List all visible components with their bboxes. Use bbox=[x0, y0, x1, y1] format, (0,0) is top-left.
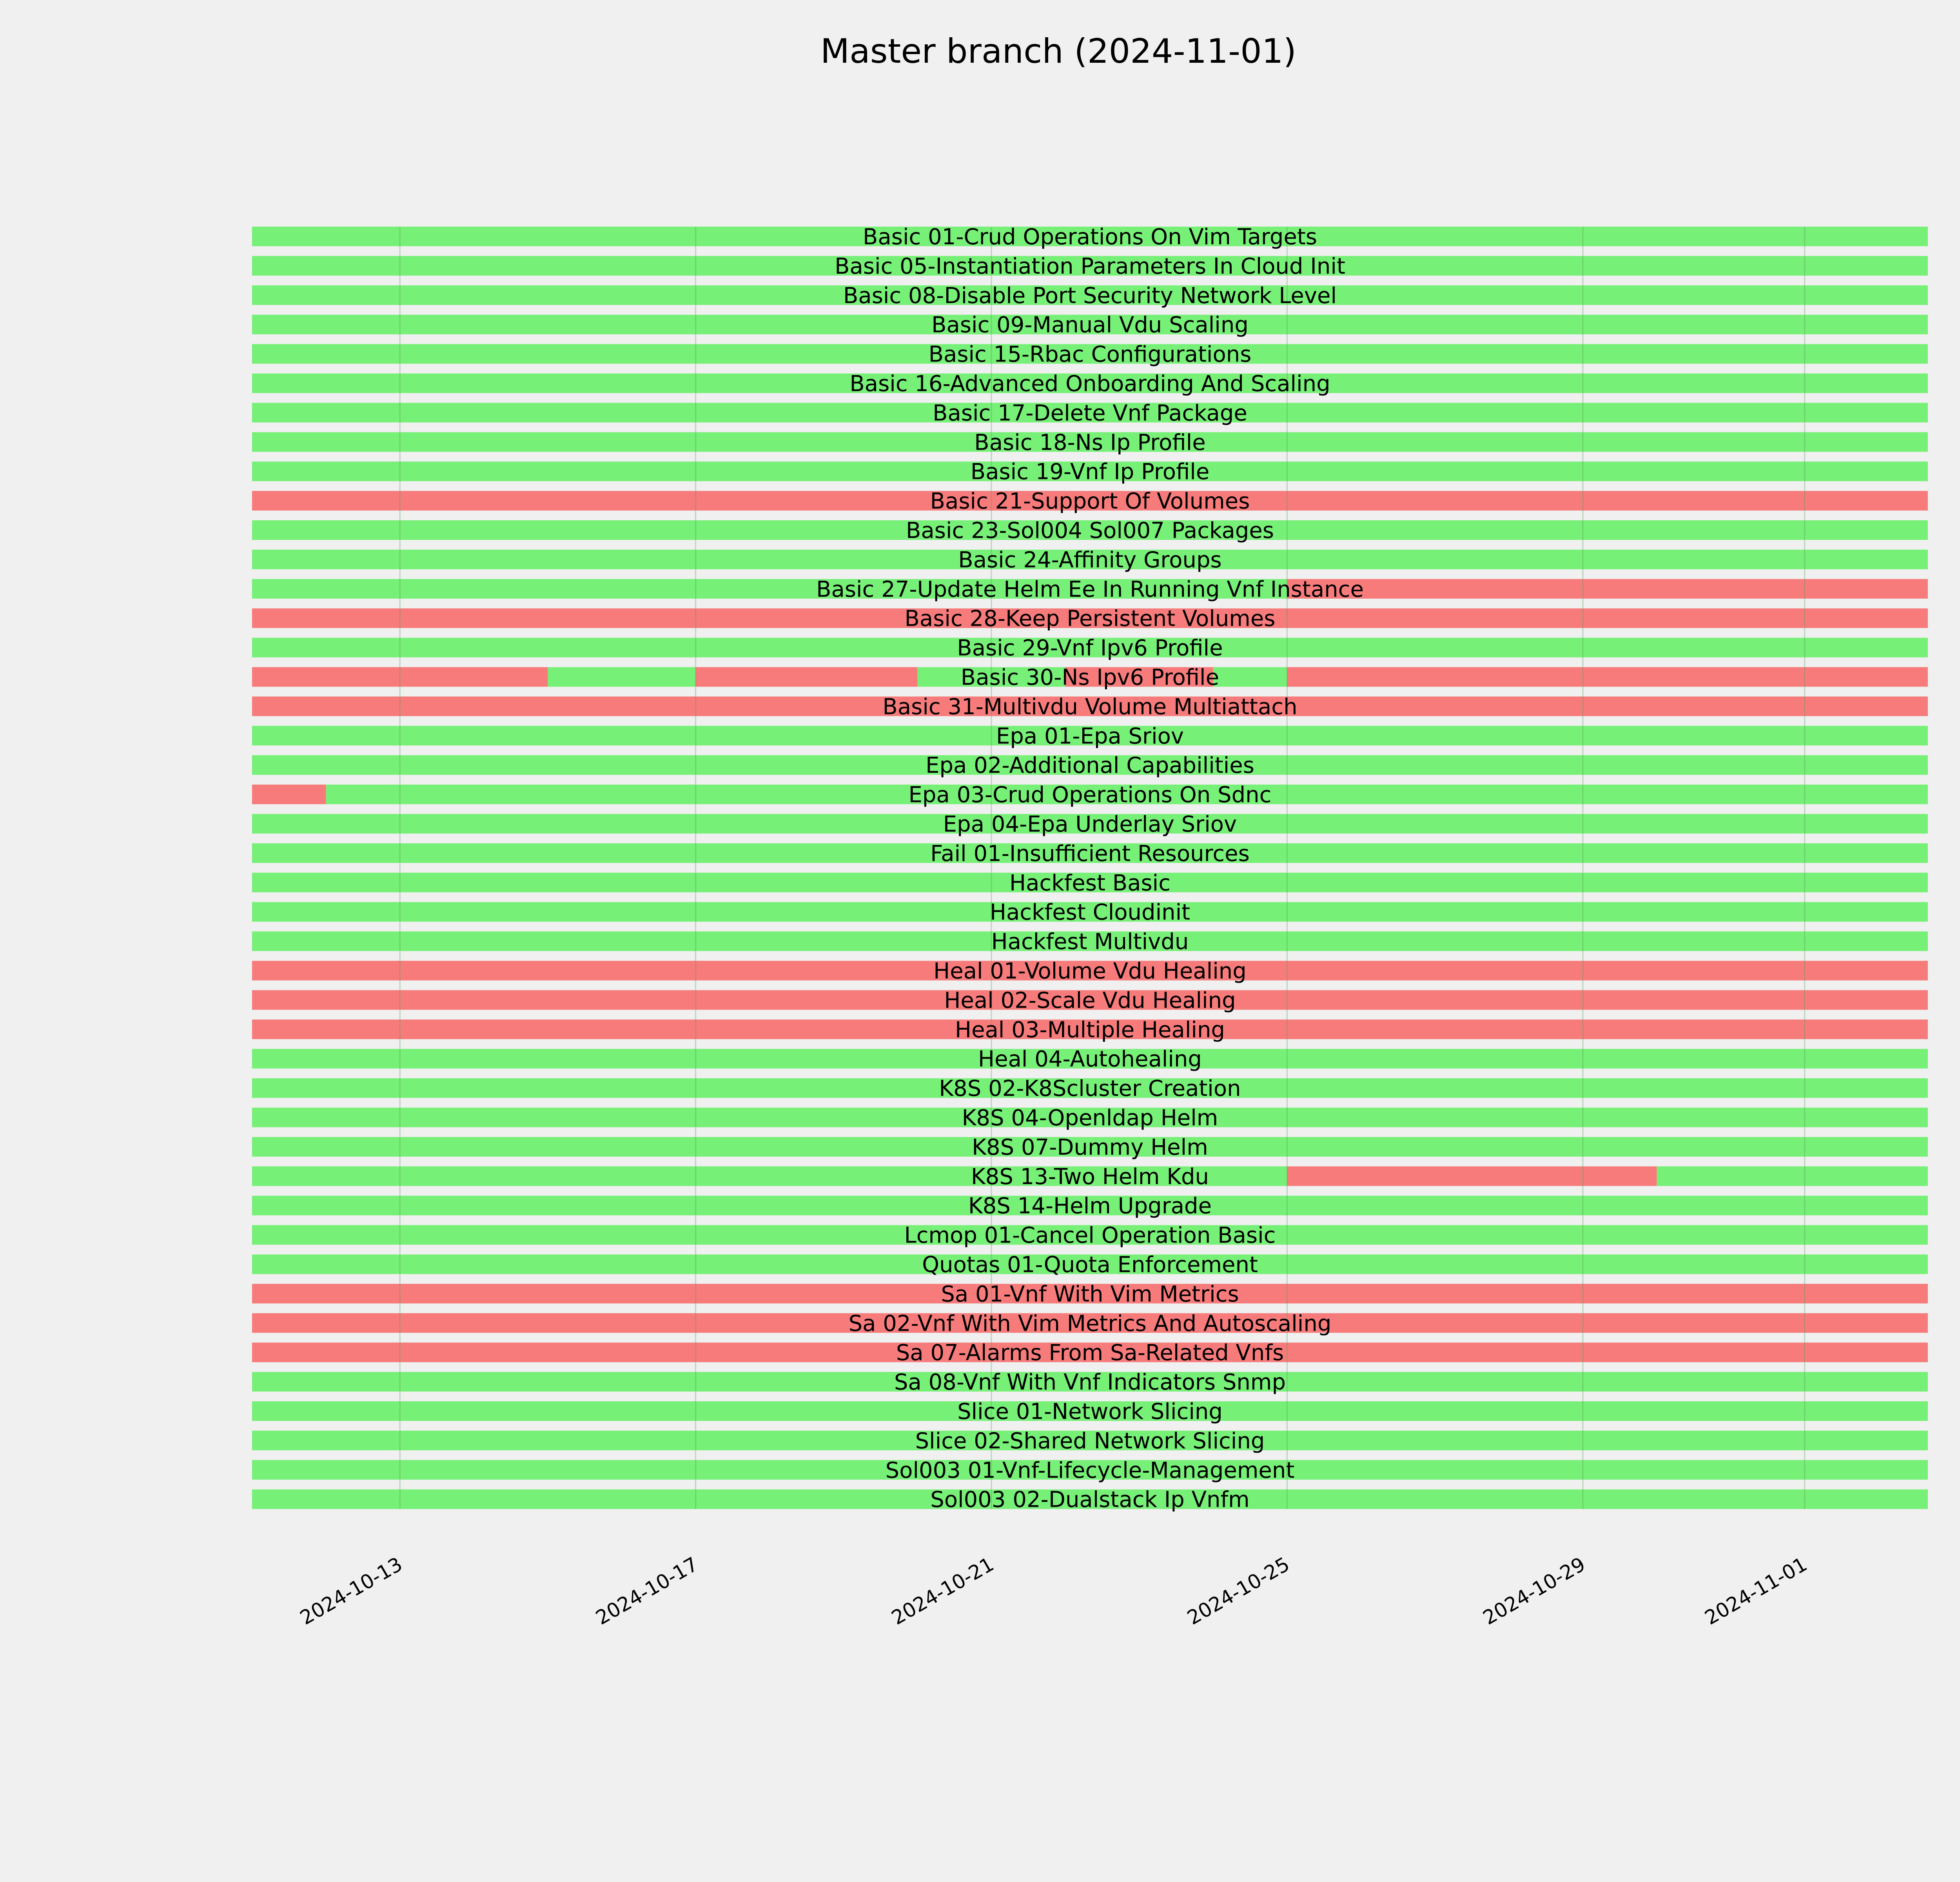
chart-title: Master branch (2024-11-01) bbox=[820, 32, 1297, 71]
x-tick-label: 2024-10-29 bbox=[1479, 1553, 1589, 1629]
row-label: Basic 31-Multivdu Volume Multiattach bbox=[882, 694, 1298, 720]
row-label: Epa 02-Additional Capabilities bbox=[926, 753, 1254, 779]
row-label: Basic 27-Update Helm Ee In Running Vnf Instance bbox=[816, 576, 1364, 602]
bar-segment-fail bbox=[696, 667, 918, 687]
row-label: Lcmop 01-Cancel Operation Basic bbox=[904, 1223, 1276, 1248]
bar-segment-pass bbox=[1213, 667, 1287, 687]
bar-segment-fail bbox=[1287, 579, 1928, 599]
row-label: Basic 23-Sol004 Sol007 Packages bbox=[906, 518, 1274, 543]
row-label: Epa 01-Epa Sriov bbox=[996, 723, 1184, 749]
x-tick-label: 2024-10-13 bbox=[296, 1553, 407, 1629]
row-label: Basic 21-Support Of Volumes bbox=[930, 489, 1250, 514]
row-label: K8S 07-Dummy Helm bbox=[972, 1134, 1208, 1160]
x-tick-label: 2024-10-17 bbox=[592, 1553, 702, 1629]
row-label: Slice 01-Network Slicing bbox=[957, 1399, 1223, 1424]
row-label: Basic 09-Manual Vdu Scaling bbox=[931, 312, 1249, 338]
row-label: K8S 14-Helm Upgrade bbox=[968, 1193, 1212, 1219]
x-tick-label: 2024-10-21 bbox=[887, 1553, 998, 1629]
row-label: K8S 02-K8Scluster Creation bbox=[939, 1076, 1241, 1102]
x-axis-ticks bbox=[296, 1553, 1811, 1629]
bar-segment-fail bbox=[1287, 1166, 1657, 1186]
row-label: Sol003 01-Vnf-Lifecycle-Management bbox=[885, 1457, 1295, 1483]
row-label: Slice 02-Shared Network Slicing bbox=[915, 1428, 1265, 1454]
row-label: Fail 01-Insufficient Resources bbox=[930, 841, 1250, 867]
row-label: Hackfest Multivdu bbox=[991, 929, 1189, 955]
row-label: Hackfest Cloudinit bbox=[989, 899, 1191, 925]
row-label: Basic 16-Advanced Onboarding And Scaling bbox=[849, 371, 1330, 397]
bar-segment-fail bbox=[252, 785, 326, 804]
x-tick-label: 2024-10-25 bbox=[1183, 1553, 1294, 1629]
row-label: Hackfest Basic bbox=[1009, 870, 1171, 896]
row-label: Basic 29-Vnf Ipv6 Profile bbox=[957, 635, 1223, 661]
row-label: Basic 15-Rbac Configurations bbox=[928, 342, 1252, 367]
row-label: Sol003 02-Dualstack Ip Vnfm bbox=[930, 1487, 1250, 1513]
row-label: Epa 03-Crud Operations On Sdnc bbox=[908, 782, 1272, 808]
row-label: Basic 24-Affinity Groups bbox=[958, 547, 1222, 573]
row-label: K8S 13-Two Helm Kdu bbox=[971, 1164, 1209, 1190]
row-label: Basic 18-Ns Ip Profile bbox=[974, 430, 1206, 456]
row-label: Sa 07-Alarms From Sa-Related Vnfs bbox=[896, 1340, 1284, 1366]
row-label: Sa 08-Vnf With Vnf Indicators Snmp bbox=[894, 1370, 1286, 1395]
row-label: Heal 03-Multiple Healing bbox=[955, 1017, 1225, 1043]
row-label: Sa 02-Vnf With Vim Metrics And Autoscaling bbox=[848, 1311, 1332, 1337]
row-label: Basic 28-Keep Persistent Volumes bbox=[904, 606, 1276, 632]
row-label: Heal 01-Volume Vdu Healing bbox=[933, 958, 1247, 984]
row-label: Basic 19-Vnf Ip Profile bbox=[970, 459, 1210, 485]
bar-segment-pass bbox=[1657, 1166, 1928, 1186]
row-label: Basic 08-Disable Port Security Network Level bbox=[843, 283, 1337, 309]
row-label: Heal 02-Scale Vdu Healing bbox=[944, 988, 1236, 1014]
bar-segment-pass bbox=[548, 667, 695, 687]
row-label: Heal 04-Autohealing bbox=[978, 1046, 1202, 1072]
row-label: Epa 04-Epa Underlay Sriov bbox=[943, 812, 1237, 837]
row-label: Basic 17-Delete Vnf Package bbox=[933, 400, 1247, 426]
row-label: K8S 04-Openldap Helm bbox=[962, 1105, 1218, 1131]
bar-segment-fail bbox=[1287, 667, 1928, 687]
row-label: Quotas 01-Quota Enforcement bbox=[922, 1252, 1258, 1278]
row-label: Basic 05-Instantiation Parameters In Cloud Init bbox=[835, 253, 1345, 279]
row-label: Basic 01-Crud Operations On Vim Targets bbox=[863, 224, 1317, 250]
row-label: Basic 30-Ns Ipv6 Profile bbox=[960, 665, 1220, 690]
x-tick-label: 2024-11-01 bbox=[1701, 1553, 1811, 1629]
row-label: Sa 01-Vnf With Vim Metrics bbox=[941, 1281, 1239, 1307]
